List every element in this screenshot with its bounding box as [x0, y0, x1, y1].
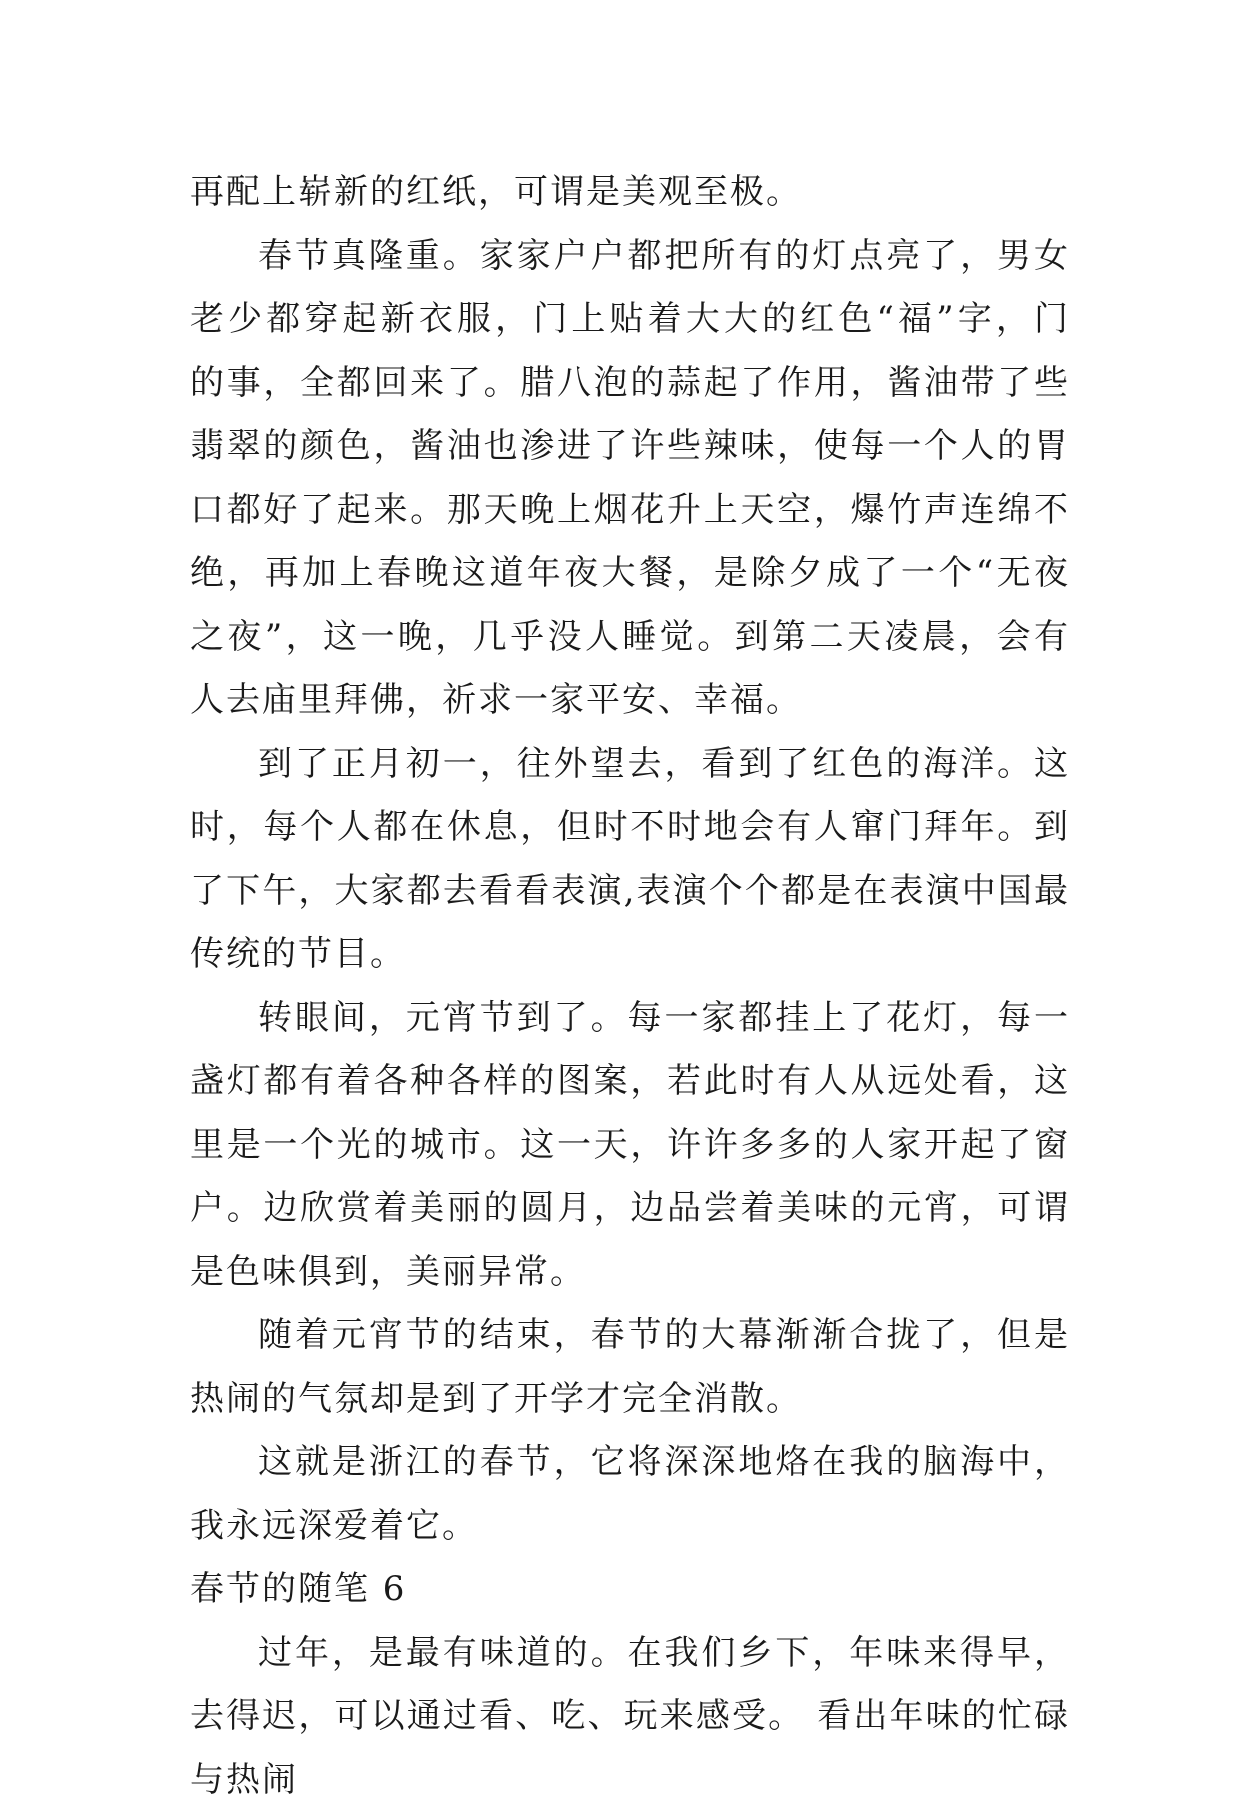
paragraph: 到了正月初一，往外望去，看到了红色的海洋。这时，每个人都在休息，但时不时地会有人窜门拜年。到了下午，大家都去看看表演,表演个个都是在表演中国最传统的节目。 — [190, 733, 1070, 987]
paragraph: 转眼间，元宵节到了。每一家都挂上了花灯，每一盏灯都有着各种各样的图案，若此时有人从远处看，这里是一个光的城市。这一天，许许多多的人家开起了窗户。边欣赏着美丽的圆月，边品尝着美味的元宵，可谓是色味俱到，美丽异常。 — [190, 987, 1070, 1305]
paragraph: 这就是浙江的春节，它将深深地烙在我的脑海中，我永远深爱着它。 — [190, 1431, 1070, 1558]
paragraph: 随着元宵节的结束，春节的大幕渐渐合拢了，但是热闹的气氛却是到了开学才完全消散。 — [190, 1304, 1070, 1431]
paragraph: 再配上崭新的红纸，可谓是美观至极。 — [190, 161, 1070, 225]
paragraph: 春节真隆重。家家户户都把所有的灯点亮了，男女老少都穿起新衣服，门上贴着大大的红色“福”字，门 的事，全都回来了。腊八泡的蒜起了作用，酱油带了些翡翠的颜色，酱油也渗进了许些辣味，使每一个人的胃口都好了起来。那天晚上烟花升上天空，爆竹声连绵不绝，再加上春晚这道年夜大餐，是除夕成了一个“无夜之夜”，这一晚，几乎没人睡觉。到第二天凌晨，会有人去庙里拜佛，祈求一家平安、幸福。 — [190, 225, 1070, 733]
section-heading: 春节的随笔 6 — [190, 1558, 1070, 1622]
paragraph: 过年，是最有味道的。在我们乡下，年味来得早，去得迟，可以通过看、吃、玩来感受。 看出年味的忙碌与热闹 — [190, 1622, 1070, 1812]
document-body — [190, 161, 1070, 1812]
